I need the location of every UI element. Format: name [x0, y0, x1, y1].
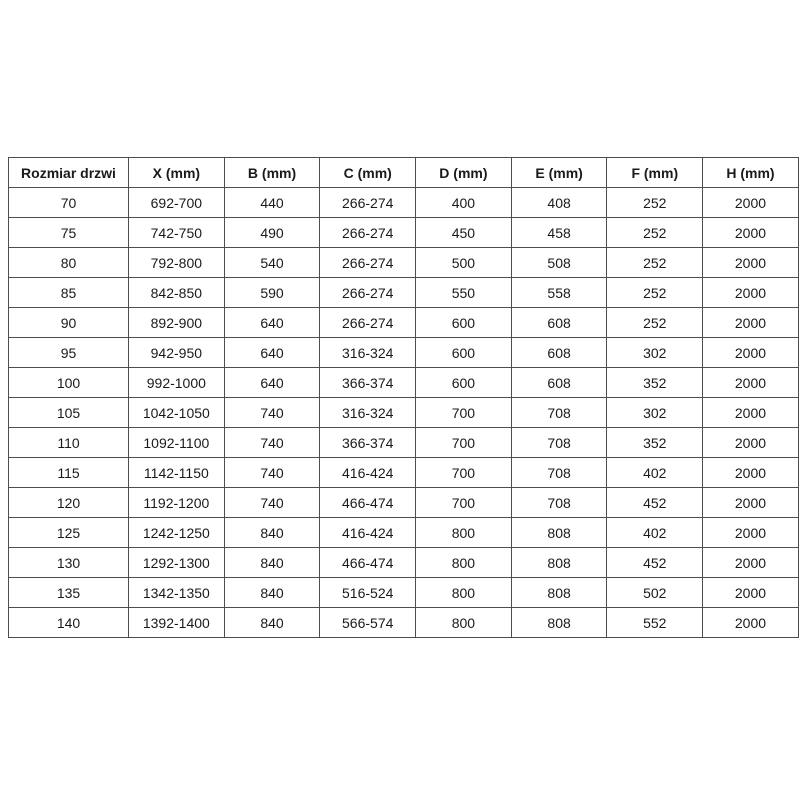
table-cell: 1042-1050	[129, 398, 225, 428]
table-cell: 2000	[703, 248, 799, 278]
table-cell: 742-750	[129, 218, 225, 248]
table-cell: 2000	[703, 368, 799, 398]
table-cell: 2000	[703, 518, 799, 548]
table-cell: 466-474	[320, 548, 416, 578]
table-cell: 600	[416, 368, 512, 398]
table-row	[9, 338, 799, 368]
table-cell: 1342-1350	[129, 578, 225, 608]
table-row	[9, 188, 799, 218]
table-cell: 1192-1200	[129, 488, 225, 518]
table-cell: 95	[9, 338, 129, 368]
table-cell: 708	[511, 488, 607, 518]
table-cell: 316-324	[320, 398, 416, 428]
table-body	[9, 188, 799, 638]
table-cell: 992-1000	[129, 368, 225, 398]
table-cell: 566-574	[320, 608, 416, 638]
table-cell: 740	[224, 428, 320, 458]
table-cell: 540	[224, 248, 320, 278]
table-cell: 508	[511, 248, 607, 278]
table-cell: 2000	[703, 578, 799, 608]
table-cell: 550	[416, 278, 512, 308]
table-row	[9, 428, 799, 458]
table-row	[9, 308, 799, 338]
table-cell: 130	[9, 548, 129, 578]
table-cell: 440	[224, 188, 320, 218]
table-cell: 135	[9, 578, 129, 608]
table-cell: 302	[607, 338, 703, 368]
table-cell: 75	[9, 218, 129, 248]
table-cell: 450	[416, 218, 512, 248]
door-size-table	[8, 157, 799, 638]
table-cell: 800	[416, 518, 512, 548]
table-cell: 708	[511, 458, 607, 488]
table-cell: 416-424	[320, 458, 416, 488]
column-header: B (mm)	[224, 158, 320, 188]
table-cell: 740	[224, 488, 320, 518]
table-cell: 840	[224, 548, 320, 578]
table-cell: 700	[416, 398, 512, 428]
table-cell: 502	[607, 578, 703, 608]
table-cell: 808	[511, 608, 607, 638]
table-cell: 100	[9, 368, 129, 398]
table-cell: 740	[224, 458, 320, 488]
table-cell: 552	[607, 608, 703, 638]
table-cell: 2000	[703, 398, 799, 428]
table-cell: 708	[511, 398, 607, 428]
table-cell: 700	[416, 428, 512, 458]
column-header: C (mm)	[320, 158, 416, 188]
table-cell: 942-950	[129, 338, 225, 368]
table-cell: 640	[224, 338, 320, 368]
table-cell: 2000	[703, 188, 799, 218]
table-cell: 352	[607, 368, 703, 398]
table-cell: 800	[416, 548, 512, 578]
table-cell: 105	[9, 398, 129, 428]
table-cell: 115	[9, 458, 129, 488]
table-cell: 2000	[703, 308, 799, 338]
table-cell: 2000	[703, 428, 799, 458]
table-row	[9, 578, 799, 608]
table-row	[9, 518, 799, 548]
table-cell: 416-424	[320, 518, 416, 548]
table-cell: 266-274	[320, 278, 416, 308]
table-cell: 490	[224, 218, 320, 248]
table-row	[9, 608, 799, 638]
table-cell: 692-700	[129, 188, 225, 218]
table-cell: 2000	[703, 458, 799, 488]
table-cell: 1292-1300	[129, 548, 225, 578]
table-cell: 408	[511, 188, 607, 218]
table-cell: 252	[607, 218, 703, 248]
table-cell: 266-274	[320, 248, 416, 278]
table-cell: 466-474	[320, 488, 416, 518]
table-cell: 558	[511, 278, 607, 308]
table-cell: 590	[224, 278, 320, 308]
table-row	[9, 488, 799, 518]
table-cell: 2000	[703, 608, 799, 638]
table-cell: 302	[607, 398, 703, 428]
table-cell: 608	[511, 308, 607, 338]
table-cell: 366-374	[320, 368, 416, 398]
table-cell: 266-274	[320, 218, 416, 248]
table-cell: 316-324	[320, 338, 416, 368]
table-cell: 640	[224, 308, 320, 338]
table-cell: 516-524	[320, 578, 416, 608]
table-cell: 140	[9, 608, 129, 638]
table-cell: 266-274	[320, 188, 416, 218]
table-cell: 1242-1250	[129, 518, 225, 548]
table-row	[9, 458, 799, 488]
table-cell: 800	[416, 608, 512, 638]
table-cell: 500	[416, 248, 512, 278]
table-cell: 808	[511, 548, 607, 578]
table-cell: 125	[9, 518, 129, 548]
table-cell: 808	[511, 518, 607, 548]
column-header: X (mm)	[129, 158, 225, 188]
table-cell: 792-800	[129, 248, 225, 278]
table-cell: 2000	[703, 488, 799, 518]
table-header	[9, 158, 799, 188]
table-cell: 1392-1400	[129, 608, 225, 638]
table-cell: 842-850	[129, 278, 225, 308]
table-cell: 840	[224, 608, 320, 638]
table-cell: 840	[224, 518, 320, 548]
table-cell: 700	[416, 458, 512, 488]
table-cell: 402	[607, 458, 703, 488]
table-cell: 110	[9, 428, 129, 458]
table-cell: 2000	[703, 218, 799, 248]
table-cell: 252	[607, 188, 703, 218]
table-cell: 402	[607, 518, 703, 548]
table-cell: 2000	[703, 338, 799, 368]
table-cell: 808	[511, 578, 607, 608]
table-cell: 600	[416, 308, 512, 338]
table-cell: 740	[224, 398, 320, 428]
table-header-row	[9, 158, 799, 188]
table-row	[9, 398, 799, 428]
table-cell: 452	[607, 488, 703, 518]
table-cell: 600	[416, 338, 512, 368]
table-row	[9, 368, 799, 398]
table-cell: 458	[511, 218, 607, 248]
table-row	[9, 248, 799, 278]
table-row	[9, 548, 799, 578]
table-cell: 352	[607, 428, 703, 458]
column-header: H (mm)	[703, 158, 799, 188]
table-row	[9, 218, 799, 248]
column-header: E (mm)	[511, 158, 607, 188]
table-row	[9, 278, 799, 308]
table-cell: 452	[607, 548, 703, 578]
table-cell: 1142-1150	[129, 458, 225, 488]
table-cell: 1092-1100	[129, 428, 225, 458]
table-cell: 800	[416, 578, 512, 608]
table-cell: 85	[9, 278, 129, 308]
table-cell: 366-374	[320, 428, 416, 458]
table-cell: 80	[9, 248, 129, 278]
table-cell: 120	[9, 488, 129, 518]
table-cell: 2000	[703, 278, 799, 308]
table-cell: 266-274	[320, 308, 416, 338]
column-header: F (mm)	[607, 158, 703, 188]
table-cell: 708	[511, 428, 607, 458]
table-cell: 400	[416, 188, 512, 218]
table-cell: 252	[607, 248, 703, 278]
table-cell: 700	[416, 488, 512, 518]
table-cell: 252	[607, 278, 703, 308]
table-cell: 608	[511, 368, 607, 398]
table-cell: 2000	[703, 548, 799, 578]
table-cell: 252	[607, 308, 703, 338]
column-header: D (mm)	[416, 158, 512, 188]
table-cell: 892-900	[129, 308, 225, 338]
table-cell: 640	[224, 368, 320, 398]
table-cell: 608	[511, 338, 607, 368]
table-cell: 840	[224, 578, 320, 608]
table-cell: 70	[9, 188, 129, 218]
column-header: Rozmiar drzwi	[9, 158, 129, 188]
table-cell: 90	[9, 308, 129, 338]
